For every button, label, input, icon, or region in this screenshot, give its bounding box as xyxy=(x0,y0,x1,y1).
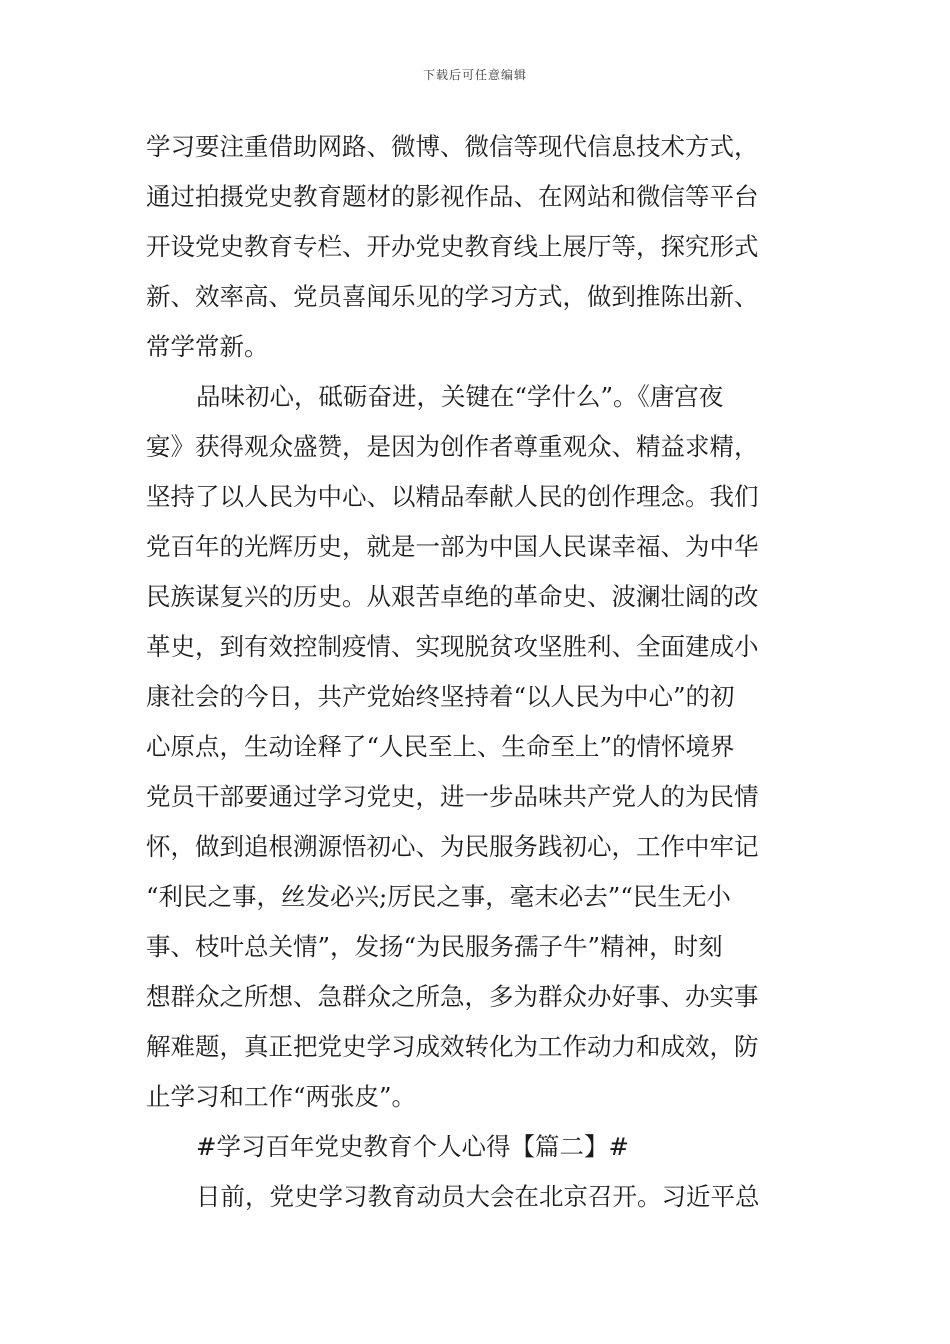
text-line: 止学习和工作“两张皮”。 xyxy=(146,1082,417,1111)
text-line: 宴》获得观众盛赞，是因为创作者尊重观众、精益求精， xyxy=(146,432,759,461)
text-line: 坚持了以人民为中心、以精品奉献人民的创作理念。我们 xyxy=(146,482,759,511)
text-line: 民族谋复兴的历史。从艰苦卓绝的革命史、波澜壮阔的改 xyxy=(146,582,759,611)
paragraph-start-line: 品味初心，砥砺奋进，关键在“学什么”。《唐宫夜 xyxy=(196,382,724,411)
text-line: 常学常新。 xyxy=(146,332,269,361)
text-line: 新、效率高、党员喜闻乐见的学习方式，做到推陈出新、 xyxy=(146,282,759,311)
text-line: 学习要注重借助网路、微博、微信等现代信息技术方式， xyxy=(146,132,759,161)
text-line: 事、枝叶总关情”，发扬“为民服务孺子牛”精神，时刻 xyxy=(146,932,723,961)
text-line: 党员干部要通过学习党史，进一步品味共产党人的为民情 xyxy=(146,782,759,811)
page-header: 下载后可任意编辑 xyxy=(422,68,527,82)
text-line: 想群众之所想、急群众之所急，多为群众办好事、办实事 xyxy=(146,982,759,1011)
text-line: 党百年的光辉历史，就是一部为中国人民谋幸福、为中华 xyxy=(146,532,759,561)
text-line: 康社会的今日，共产党始终坚持着“以人民为中心”的初 xyxy=(146,682,735,711)
text-line: 开设党史教育专栏、开办党史教育线上展厅等，探究形式 xyxy=(146,232,759,261)
text-line: 解难题，真正把党史学习成效转化为工作动力和成效，防 xyxy=(146,1032,759,1061)
text-line: 革史，到有效控制疫情、实现脱贫攻坚胜利、全面建成小 xyxy=(146,632,759,661)
section-heading: #学习百年党史教育个人心得【篇二】# xyxy=(196,1132,630,1161)
paragraph-start-line: 日前，党史学习教育动员大会在北京召开。习近平总 xyxy=(196,1182,760,1211)
text-line: “利民之事，丝发必兴;厉民之事，毫末必去”“民生无小 xyxy=(146,882,731,911)
document-body xyxy=(146,122,810,1222)
text-line: 怀，做到追根溯源悟初心、为民服务践初心，工作中牢记 xyxy=(146,832,759,861)
text-line: 通过拍摄党史教育题材的影视作品、在网站和微信等平台 xyxy=(146,182,759,211)
text-line: 心原点，生动诠释了“人民至上、生命至上”的情怀境界 xyxy=(146,732,735,761)
